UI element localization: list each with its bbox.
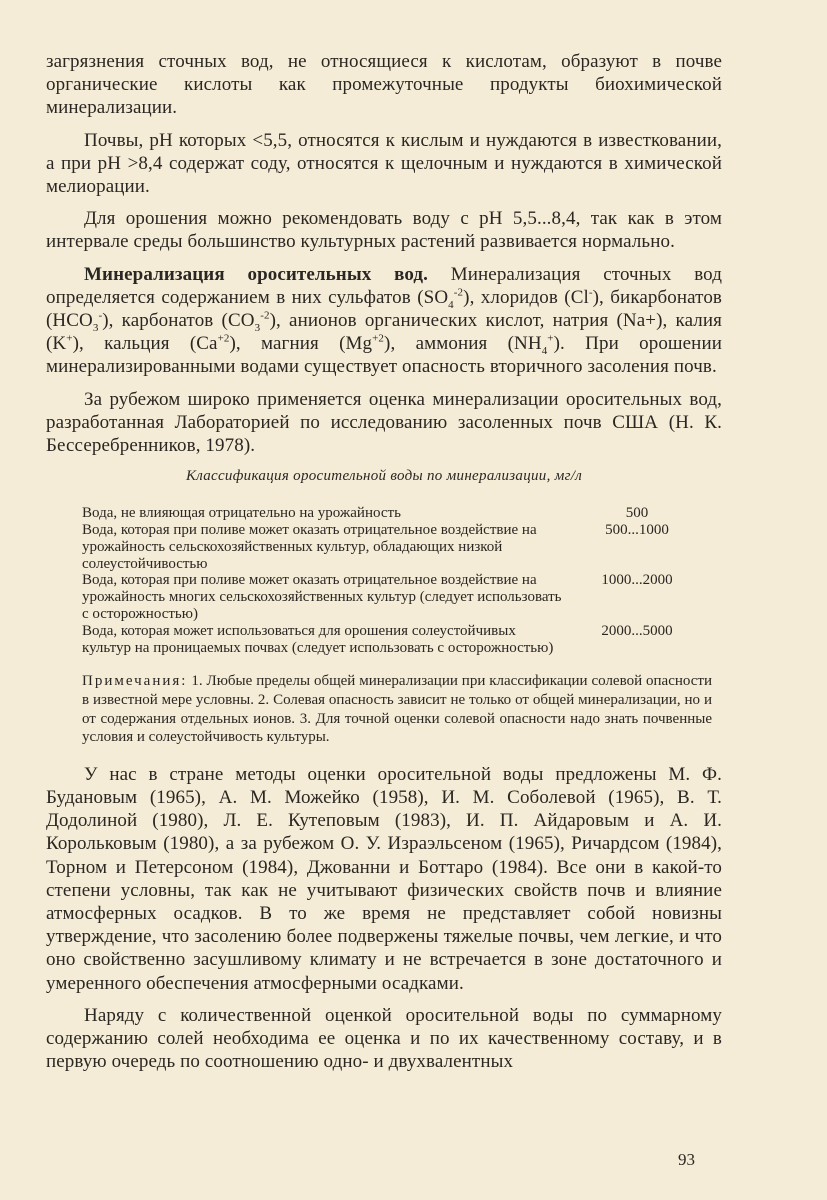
row-description: Вода, которая при поливе может оказать отрицательное воздействие на урожайность многих сельскохозяйственных культур (следует использовать с осторожностью) <box>82 572 562 623</box>
row-description: Вода, не влияющая отрицательно на урожайность <box>82 505 401 522</box>
superscript: + <box>66 332 73 345</box>
text: ), бикарбонатов (HCO <box>46 286 722 332</box>
superscript: - <box>98 309 103 322</box>
superscript: +2 <box>217 332 230 345</box>
notes-text: 1. Любые пределы общей минерализации при классификации солевой опасности в известной мере условны. 2. Солевая опасность зависит не только от общей минерализации, но и от содержания отдельных ионов. 3. Для точной оценки солевой опасности надо знать почвенные условия и солеустойчивость культуры. <box>82 673 712 746</box>
table-row <box>82 522 712 572</box>
page <box>46 50 722 1073</box>
table-row <box>82 505 712 522</box>
table-row <box>82 623 712 657</box>
text: Минерализация сточных вод определяется содержанием в них сульфатов (SO <box>46 263 722 308</box>
paragraph-4 <box>46 263 722 379</box>
superscript: -2 <box>260 309 270 322</box>
subscript: 4 <box>448 298 454 311</box>
subscript: 3 <box>92 321 99 334</box>
row-description: Вода, которая может использоваться для орошения солеустойчивых культур на проницаемых почвах (следует использовать с осторожностью) <box>82 622 554 656</box>
text: ), хлоридов (Cl <box>463 286 589 308</box>
text: ), магния (Mg <box>229 333 373 355</box>
row-value: 500 <box>625 505 649 522</box>
page-number: 93 <box>678 1150 695 1169</box>
subscript: 3 <box>254 321 261 334</box>
table-notes <box>82 672 712 746</box>
section-heading: Минерализация оросительных вод. <box>84 263 428 285</box>
row-description: Вода, которая при поливе может оказать отрицательное воздействие на урожайность сельскохозяйственных культур, обладающих низкой солеустойчивостью <box>82 522 537 572</box>
paragraph-1: загрязнения сточных вод, не относящиеся к кислотам, образуют в почве органические кислоты как промежуточные продукты биохимической минерализации. <box>46 51 722 119</box>
superscript: +2 <box>372 332 385 345</box>
row-value: 1000...2000 <box>601 572 673 589</box>
text: ), кальция (Ca <box>72 333 218 355</box>
paragraph-7: Наряду с количественной оценкой оросительной воды по суммарному содержанию солей необходима ее оценка и по их качественному составу, и в первую очередь по соотношению одно- и двухвалентных <box>46 1004 722 1073</box>
table-caption: Классификация оросительной воды по минерализации, мг/л <box>185 468 583 485</box>
row-value: 2000...5000 <box>601 622 673 639</box>
subscript: 4 <box>541 345 548 358</box>
paragraph-2: Почвы, pH которых <5,5, относятся к кислым и нуждаются в известковании, а при pH >8,4 содержат соду, относятся к щелочным и нуждаются в химической мелиорации. <box>46 129 722 198</box>
superscript: -2 <box>453 286 464 299</box>
superscript: - <box>588 286 593 299</box>
text: ). При орошении минерализированными водами существует опасность вторичного засоления почв. <box>46 333 722 378</box>
text: ), карбонатов (CO <box>102 310 255 332</box>
notes-label: Примечания: <box>82 673 188 690</box>
paragraph-6: У нас в стране методы оценки оросительной воды предложены М. Ф. Будановым (1965), А. М. Можейко (1958), И. М. Соболевой (1965), В. Т. Додолиной (1980), Л. Е. Кутеповым (1983), И. П. Айдаровым и А. И. Корольковым (1980), а за рубежом О. У. Израэльсеном (1965), Ричардсом (1984), Торном и Петерсоном (1984), Джованни и Боттаро (1984). Все они в какой-то степени условны, так как не учитывают физических свойств почв и влияние атмосферных осадков. В то же время не представляет собой новизны утверждение, что засолению более подвержены тяжелые почвы, чем легкие, и что оно свойственно засушливому климату и не встречается в зоне достаточного и умеренного обеспечения атмосферными осадками. <box>46 763 722 994</box>
text: ), аммония (NH <box>384 333 542 355</box>
row-value: 500...1000 <box>605 522 669 539</box>
paragraph-3: Для орошения можно рекомендовать воду с pH 5,5...8,4, так как в этом интервале среды большинство культурных растений развивается нормально. <box>46 208 722 253</box>
paragraph-5: За рубежом широко применяется оценка минерализации оросительных вод, разработанная Лабораторией по исследованию засоленных почв США (Н. К. Бессеребренников, 1978). <box>46 388 722 457</box>
text: ), анионов органических кислот, натрия (Na+), калия (K <box>46 310 722 355</box>
superscript: + <box>547 332 554 345</box>
classification-table <box>82 505 712 656</box>
table-row <box>82 572 712 622</box>
